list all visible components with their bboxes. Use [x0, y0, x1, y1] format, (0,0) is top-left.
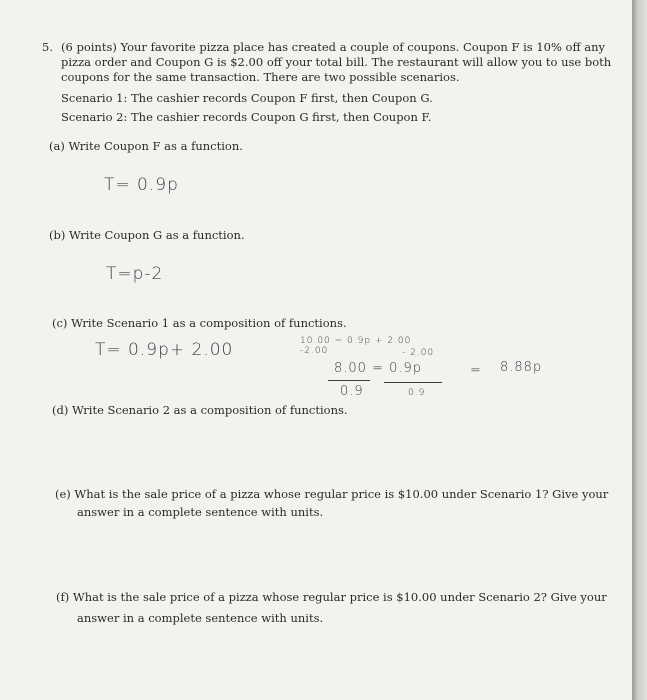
part-c-work-result: 8.88p — [500, 360, 543, 375]
part-c-handwritten-answer: T= 0.9p+ 2.00 — [95, 340, 234, 360]
problem-text-line: coupons for the same transaction. There are two possible scenarios. — [61, 70, 460, 84]
part-f-prompt-cont: answer in a complete sentence with units. — [77, 611, 324, 625]
scenario-1-text: Scenario 1: The cashier records Coupon F first, then Coupon G. — [61, 91, 433, 105]
part-c-work-equation: 10.00 = 0.9p + 2.00 — [300, 336, 412, 346]
problem-text-line: (6 points) Your favorite pizza place has created a couple of coupons. Coupon F is 10% off any — [61, 40, 606, 54]
part-c-work-subtract: - 2.00 — [402, 348, 435, 358]
part-e-prompt-cont: answer in a complete sentence with units. — [77, 505, 324, 519]
part-c-work-line: 8.00 = 0.9p — [334, 361, 423, 376]
part-a-handwritten-answer: T= 0.9p — [104, 175, 179, 195]
part-c-work-subtract: -2.00 — [300, 346, 329, 356]
part-b-handwritten-answer: T=p-2 — [106, 264, 164, 284]
part-c-work-divisor: 0.9 — [408, 388, 426, 398]
part-c-work-divisor: 0.9 — [340, 384, 364, 399]
part-e-prompt: (e) What is the sale price of a pizza whose regular price is $10.00 under Scenario 1? Give your — [55, 487, 609, 501]
part-a-prompt: (a) Write Coupon F as a function. — [49, 139, 243, 153]
fraction-bar — [328, 380, 370, 381]
part-b-prompt: (b) Write Coupon G as a function. — [49, 228, 245, 242]
problem-text-line: pizza order and Coupon G is $2.00 off your total bill. The restaurant will allow you to use both — [61, 55, 612, 69]
scenario-2-text: Scenario 2: The cashier records Coupon G first, then Coupon F. — [61, 110, 432, 124]
part-c-work-equals: = — [470, 363, 482, 378]
page-edge-shadow — [632, 0, 647, 700]
part-c-prompt: (c) Write Scenario 1 as a composition of functions. — [52, 316, 347, 330]
part-f-prompt: (f) What is the sale price of a pizza whose regular price is $10.00 under Scenario 2? Give your — [56, 590, 607, 604]
part-d-prompt: (d) Write Scenario 2 as a composition of functions. — [52, 403, 348, 417]
problem-number: 5. — [42, 40, 53, 54]
fraction-bar — [384, 382, 442, 383]
